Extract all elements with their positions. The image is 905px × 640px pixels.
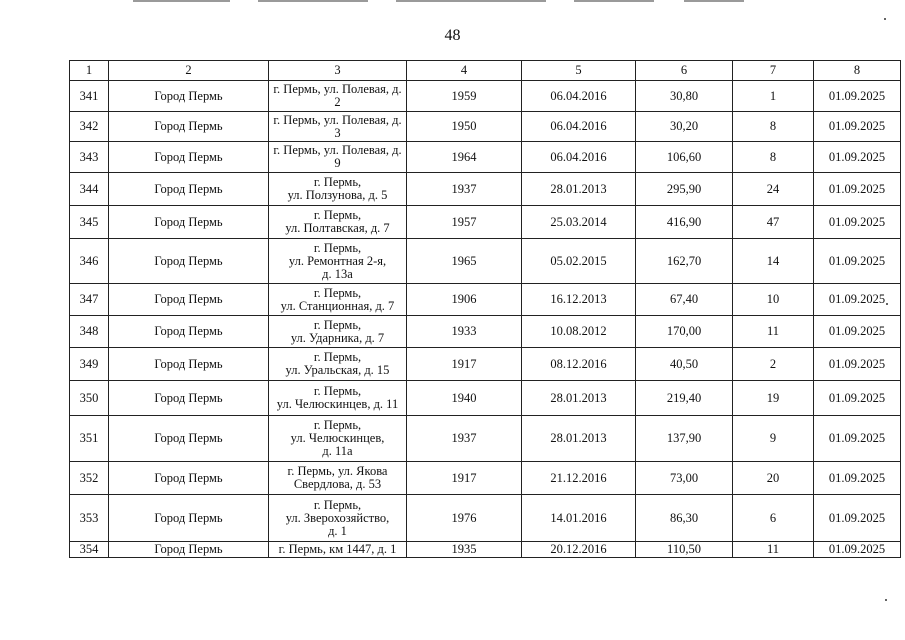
address-cell: г. Пермь, ул. Уральская, д. 15	[269, 348, 407, 381]
year-built-cell: 1917	[407, 462, 522, 495]
date-cell: 14.01.2016	[522, 495, 636, 542]
date-cell: 06.04.2016	[522, 112, 636, 142]
municipality-cell: Город Пермь	[109, 284, 269, 316]
area-cell: 162,70	[636, 239, 733, 284]
planned-date-cell: 01.09.2025	[814, 142, 901, 173]
residents-cell: 10	[733, 284, 814, 316]
table-row	[70, 495, 901, 542]
area-cell: 30,80	[636, 81, 733, 112]
scan-edge-line	[258, 0, 368, 2]
year-built-cell: 1917	[407, 348, 522, 381]
header-cell-8: 8	[814, 61, 901, 81]
year-built-cell: 1933	[407, 316, 522, 348]
planned-date-cell: 01.09.2025	[814, 348, 901, 381]
year-built-cell: 1964	[407, 142, 522, 173]
table-row	[70, 416, 901, 462]
year-built-cell: 1940	[407, 381, 522, 416]
year-built-cell: 1950	[407, 112, 522, 142]
date-cell: 08.12.2016	[522, 348, 636, 381]
planned-date-cell: 01.09.2025	[814, 239, 901, 284]
year-built-cell: 1959	[407, 81, 522, 112]
residents-cell: 24	[733, 173, 814, 206]
planned-date-cell: 01.09.2025	[814, 81, 901, 112]
residents-cell: 47	[733, 206, 814, 239]
municipality-cell: Город Пермь	[109, 495, 269, 542]
date-cell: 28.01.2013	[522, 381, 636, 416]
header-cell-2: 2	[109, 61, 269, 81]
header-cell-7: 7	[733, 61, 814, 81]
address-cell: г. Пермь, ул. Ремонтная 2-я, д. 13а	[269, 239, 407, 284]
year-built-cell: 1906	[407, 284, 522, 316]
row-number-cell: 341	[70, 81, 109, 112]
municipality-cell: Город Пермь	[109, 316, 269, 348]
table-row	[70, 239, 901, 284]
date-cell: 06.04.2016	[522, 81, 636, 112]
table-row	[70, 542, 901, 558]
header-cell-6: 6	[636, 61, 733, 81]
table-row	[70, 173, 901, 206]
residents-cell: 1	[733, 81, 814, 112]
row-number-cell: 352	[70, 462, 109, 495]
scan-edge-line	[684, 0, 744, 2]
address-cell: г. Пермь, ул. Полевая, д. 3	[269, 112, 407, 142]
scan-speck	[885, 599, 887, 601]
residents-cell: 9	[733, 416, 814, 462]
municipality-cell: Город Пермь	[109, 173, 269, 206]
residents-cell: 11	[733, 542, 814, 558]
planned-date-cell: 01.09.2025	[814, 495, 901, 542]
residents-cell: 6	[733, 495, 814, 542]
municipality-cell: Город Пермь	[109, 462, 269, 495]
residents-cell: 20	[733, 462, 814, 495]
municipality-cell: Город Пермь	[109, 206, 269, 239]
planned-date-cell: 01.09.2025	[814, 462, 901, 495]
address-cell: г. Пермь, ул. Ползунова, д. 5	[269, 173, 407, 206]
scan-edge-line	[133, 0, 230, 2]
municipality-cell: Город Пермь	[109, 81, 269, 112]
date-cell: 25.03.2014	[522, 206, 636, 239]
date-cell: 21.12.2016	[522, 462, 636, 495]
area-cell: 30,20	[636, 112, 733, 142]
row-number-cell: 349	[70, 348, 109, 381]
area-cell: 219,40	[636, 381, 733, 416]
header-row	[70, 61, 901, 81]
table-row	[70, 381, 901, 416]
area-cell: 86,30	[636, 495, 733, 542]
area-cell: 40,50	[636, 348, 733, 381]
area-cell: 295,90	[636, 173, 733, 206]
address-cell: г. Пермь, ул. Станционная, д. 7	[269, 284, 407, 316]
header-cell-4: 4	[407, 61, 522, 81]
municipality-cell: Город Пермь	[109, 348, 269, 381]
row-number-cell: 346	[70, 239, 109, 284]
row-number-cell: 353	[70, 495, 109, 542]
housing-registry-table	[69, 60, 901, 558]
row-number-cell: 351	[70, 416, 109, 462]
header-cell-5: 5	[522, 61, 636, 81]
table-row	[70, 348, 901, 381]
residents-cell: 8	[733, 142, 814, 173]
table-row	[70, 142, 901, 173]
row-number-cell: 342	[70, 112, 109, 142]
planned-date-cell: 01.09.2025	[814, 542, 901, 558]
row-number-cell: 350	[70, 381, 109, 416]
address-cell: г. Пермь, ул. Полтавская, д. 7	[269, 206, 407, 239]
address-cell: г. Пермь, ул. Челюскинцев, д. 11	[269, 381, 407, 416]
address-cell: г. Пермь, ул. Якова Свердлова, д. 53	[269, 462, 407, 495]
date-cell: 05.02.2015	[522, 239, 636, 284]
row-number-cell: 347	[70, 284, 109, 316]
scan-edge-line	[574, 0, 654, 2]
row-number-cell: 354	[70, 542, 109, 558]
address-cell: г. Пермь, ул. Зверохозяйство, д. 1	[269, 495, 407, 542]
area-cell: 137,90	[636, 416, 733, 462]
table-row	[70, 316, 901, 348]
municipality-cell: Город Пермь	[109, 239, 269, 284]
planned-date-cell: 01.09.2025	[814, 284, 901, 316]
table-row	[70, 112, 901, 142]
row-number-cell: 343	[70, 142, 109, 173]
scan-speck	[884, 18, 886, 20]
date-cell: 10.08.2012	[522, 316, 636, 348]
municipality-cell: Город Пермь	[109, 112, 269, 142]
header-cell-1: 1	[70, 61, 109, 81]
address-cell: г. Пермь, ул. Ударника, д. 7	[269, 316, 407, 348]
table-body	[70, 81, 901, 558]
scan-speck	[886, 303, 888, 305]
date-cell: 20.12.2016	[522, 542, 636, 558]
municipality-cell: Город Пермь	[109, 542, 269, 558]
year-built-cell: 1976	[407, 495, 522, 542]
row-number-cell: 344	[70, 173, 109, 206]
scan-edge-line	[396, 0, 546, 2]
municipality-cell: Город Пермь	[109, 142, 269, 173]
area-cell: 73,00	[636, 462, 733, 495]
area-cell: 170,00	[636, 316, 733, 348]
year-built-cell: 1937	[407, 173, 522, 206]
date-cell: 06.04.2016	[522, 142, 636, 173]
area-cell: 67,40	[636, 284, 733, 316]
row-number-cell: 348	[70, 316, 109, 348]
address-cell: г. Пермь, ул. Челюскинцев, д. 11а	[269, 416, 407, 462]
residents-cell: 2	[733, 348, 814, 381]
municipality-cell: Город Пермь	[109, 381, 269, 416]
address-cell: г. Пермь, ул. Полевая, д. 9	[269, 142, 407, 173]
page-number: 48	[444, 27, 461, 44]
year-built-cell: 1937	[407, 416, 522, 462]
area-cell: 106,60	[636, 142, 733, 173]
planned-date-cell: 01.09.2025	[814, 316, 901, 348]
residents-cell: 19	[733, 381, 814, 416]
date-cell: 16.12.2013	[522, 284, 636, 316]
area-cell: 416,90	[636, 206, 733, 239]
address-cell: г. Пермь, км 1447, д. 1	[269, 542, 407, 558]
table-row	[70, 206, 901, 239]
year-built-cell: 1957	[407, 206, 522, 239]
residents-cell: 8	[733, 112, 814, 142]
date-cell: 28.01.2013	[522, 173, 636, 206]
row-number-cell: 345	[70, 206, 109, 239]
planned-date-cell: 01.09.2025	[814, 206, 901, 239]
area-cell: 110,50	[636, 542, 733, 558]
year-built-cell: 1965	[407, 239, 522, 284]
table-row	[70, 462, 901, 495]
residents-cell: 14	[733, 239, 814, 284]
planned-date-cell: 01.09.2025	[814, 381, 901, 416]
header-cell-3: 3	[269, 61, 407, 81]
year-built-cell: 1935	[407, 542, 522, 558]
address-cell: г. Пермь, ул. Полевая, д. 2	[269, 81, 407, 112]
residents-cell: 11	[733, 316, 814, 348]
table-row	[70, 81, 901, 112]
municipality-cell: Город Пермь	[109, 416, 269, 462]
date-cell: 28.01.2013	[522, 416, 636, 462]
planned-date-cell: 01.09.2025	[814, 173, 901, 206]
planned-date-cell: 01.09.2025	[814, 416, 901, 462]
planned-date-cell: 01.09.2025	[814, 112, 901, 142]
table-row	[70, 284, 901, 316]
